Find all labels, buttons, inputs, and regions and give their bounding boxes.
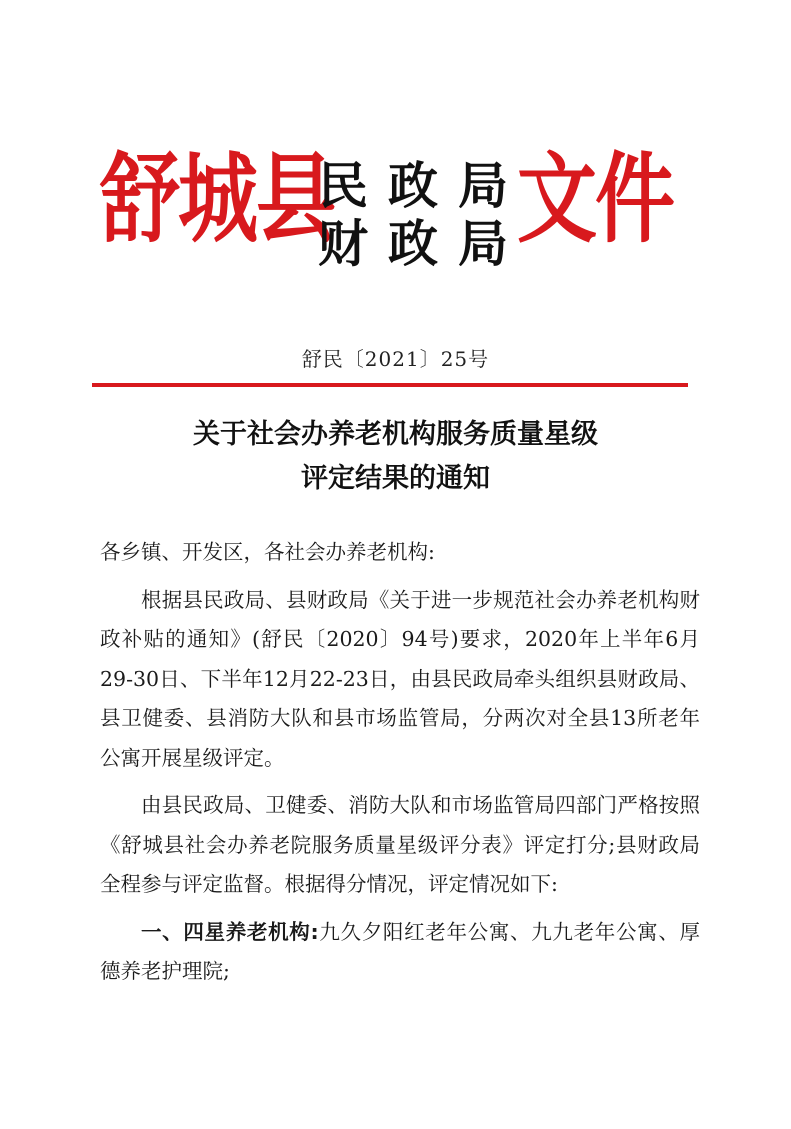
header-county-name: 舒城县 [100,141,334,257]
list-item-label: 一、四星养老机构: [141,919,319,944]
list-item-four-star [100,913,700,992]
document-number: 舒民〔2021〕25号 [301,347,490,371]
header-dept-finance: 财政局 [318,214,528,273]
list-item-text: 九久夕阳红老年公寓、九九老年公寓、厚德养老护理院; [100,919,701,983]
document-title [0,413,791,501]
paragraph-1: 根据县民政局、县财政局《关于进一步规范社会办养老机构财政补贴的通知》(舒民〔2020〕94号)要求，2020年上半年6月29-30日、下半年12月22-23日，由县民政局牵头组织县财政局、县卫健委、县消防大队和县市场监管局，分两次对全县13所老年公寓开展星级评定。 [100,587,700,770]
title-line-2: 评定结果的通知 [301,463,490,494]
red-divider-line [92,383,688,387]
salutation: 各乡镇、开发区，各社会办养老机构: [100,540,435,564]
header-document-label: 文件 [517,141,673,257]
paragraph-2: 由县民政局、卫健委、消防大队和市场监管局四部门严格按照《舒城县社会办养老院服务质量星级评分表》评定打分;县财政局全程参与评定监督。根据得分情况，评定情况如下: [100,793,700,896]
document-body [100,533,700,992]
title-line-1: 关于社会办养老机构服务质量星级 [193,419,598,450]
document-header [0,0,791,330]
header-issuing-departments [318,158,528,274]
header-dept-civil-affairs: 民政局 [318,156,528,215]
